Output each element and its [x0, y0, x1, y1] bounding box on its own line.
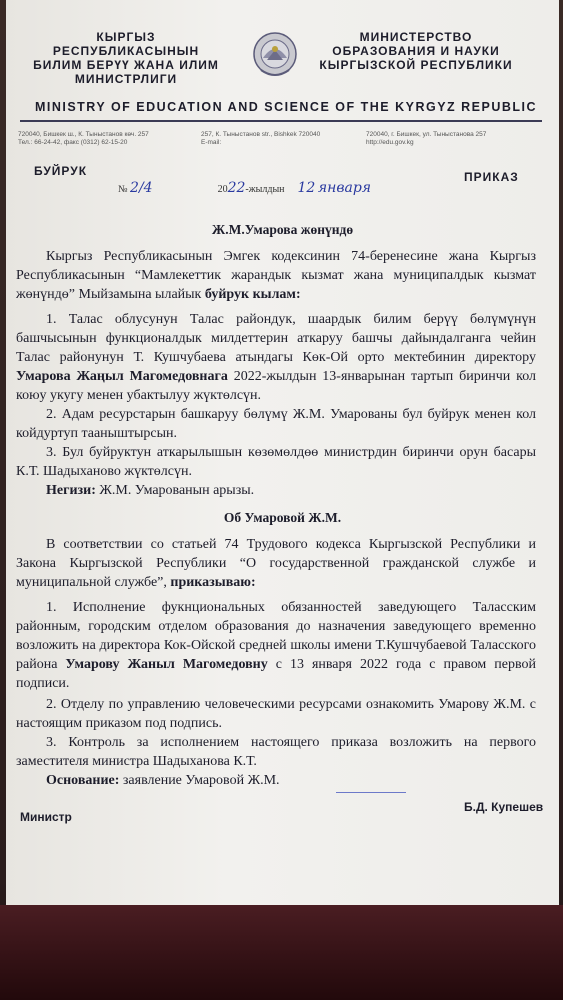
- header-left-line-1: КЫРГЫЗ РЕСПУБЛИКАСЫНЫН: [52, 30, 200, 58]
- kyrgyz-title: Ж.М.Умарова жөнүндө: [211, 222, 354, 237]
- kyrgyz-item-3: 3. Бул буйруктун аткарылышын көзөмөлдөө министрдин биринчи орун басары К.Т. Шадыханово жүктөлсүн.: [16, 445, 536, 479]
- order-number-line: [118, 180, 371, 196]
- address-english: 257, К. Тыныстанов str., Bishkek 720040 E-mail:: [201, 131, 321, 146]
- russian-item-1-text-b: с 13 января 2022 года с правом первой подписи.: [16, 657, 536, 691]
- header-right-line-2: ОБРАЗОВАНИЯ И НАУКИ: [332, 44, 500, 58]
- russian-item-1: [16, 598, 536, 693]
- address-kyrgyz: 720040, Бишкек ш., К. Тыныстанов көч. 257 Тел.: 66-24-42, факс (0312) 62-15-20: [18, 131, 149, 146]
- header-left-line-2: БИЛИМ БЕРҮҮ ЖАНА ИЛИМ: [33, 58, 219, 72]
- header-right-line-1: МИНИСТЕРСТВО: [359, 30, 473, 44]
- russian-item-1-text-a: 1. Исполнение фукнциональных обязанностей заведующего Таласским районным, городским отделом образования до назначения заведующего временно возложить на директора Кок-Ойской средней школы имени Т.Кушчубаевой Таласского района: [16, 600, 536, 672]
- russian-item-2: 2. Отделу по управлению человеческими ресурсами ознакомить Умарову Ж.М. с настоящим приказом под подпись.: [16, 697, 536, 731]
- russian-item-3: 3. Контроль за исполнением настоящего приказа возложить на первого заместителя министра Шадыханова К.Т.: [16, 735, 536, 769]
- state-emblem-icon: [251, 30, 299, 82]
- order-label-russian: ПРИКАЗ: [464, 170, 519, 184]
- signatory-title: Министр: [20, 810, 72, 824]
- russian-item-1-bold: Умарову Жаныл Магомедовну: [65, 657, 268, 672]
- kyrgyz-item-2: 2. Адам ресурстарын башкаруу бөлүмү Ж.М. Умарованы бул буйрук менен кол койдуртуп тааныштырсын.: [16, 407, 536, 441]
- kyrgyz-basis-label: Негизи:: [46, 483, 96, 498]
- header-russian-ministry: [311, 30, 521, 72]
- signatory-name: Б.Д. Купешев: [464, 800, 544, 814]
- address-russian: 720040, г. Бишкек, ул. Тыныстанова 257 http://edu.gov.kg: [366, 131, 487, 146]
- order-year-prefix: 20: [217, 184, 228, 195]
- header-english-title: MINISTRY OF EDUCATION AND SCIENCE OF THE KYRGYZ REPUBLIC: [34, 100, 538, 114]
- russian-basis: [16, 771, 536, 790]
- russian-title: Об Умаровой Ж.М.: [223, 510, 342, 525]
- signature-stroke: [336, 792, 406, 793]
- order-year: 22: [227, 180, 246, 196]
- header-left-line-3: МИНИСТРЛИГИ: [74, 72, 178, 86]
- kyrgyz-item-1-text-a: 1. Талас облусунун Талас райондук, шаардык билим берүү бөлүмүнүн башчысынын функционалдык милдеттерин аткаруу башчы дайындалганга чейин Талас районунун Т. Кушчубаева атындагы Көк-Ой орто мектебинин директору: [16, 312, 536, 365]
- russian-intro: [16, 535, 536, 592]
- russian-basis-text: заявление Умаровой Ж.М.: [122, 773, 280, 788]
- order-day: 12: [297, 180, 316, 196]
- order-year-suffix: -жылдын: [245, 184, 285, 195]
- order-number: 2/4: [130, 180, 153, 196]
- order-label-kyrgyz: БУЙРУК: [34, 164, 88, 178]
- document-page: [6, 0, 559, 905]
- kyrgyz-intro: [16, 247, 536, 304]
- kyrgyz-item-1-text-b: 2022-жылдын 13-январынан тартып биринчи кол коюу укугу менен убактылуу жүктөлсүн.: [16, 369, 537, 403]
- kyrgyz-intro-text: Кыргыз Республикасынын Эмгек кодексинин 74-беренесине жана Кыргыз Республикасынын “Мамлекеттик жарандык кызмат жана муниципалдык кызмат жөнүндө” Мыйзамына ылайык: [16, 249, 536, 302]
- kyrgyz-basis-text: Ж.М. Умарованын арызы.: [99, 483, 255, 498]
- order-month: января: [317, 180, 372, 196]
- russian-intro-bold: приказываю:: [170, 575, 256, 590]
- russian-intro-text: В соответствии со статьей 74 Трудового кодекса Кыргызской Республики и Закона Кыргызской Республики “О государственной гражданской службе и муниципальной службе”,: [16, 537, 536, 590]
- header-divider: [20, 120, 542, 122]
- kyrgyz-basis: [16, 481, 536, 500]
- order-number-prefix: №: [118, 184, 128, 195]
- table-surface: [0, 905, 563, 1000]
- kyrgyz-item-1: [16, 310, 536, 405]
- kyrgyz-item-1-bold: Умарова Жаңыл Магомедовнага: [16, 369, 228, 384]
- russian-basis-label: Основание:: [46, 773, 120, 788]
- header-right-line-3: КЫРГЫЗСКОЙ РЕСПУБЛИКИ: [319, 58, 513, 72]
- header-kyrgyz-ministry: [26, 30, 226, 86]
- kyrgyz-intro-bold: буйрук кылам:: [204, 287, 301, 302]
